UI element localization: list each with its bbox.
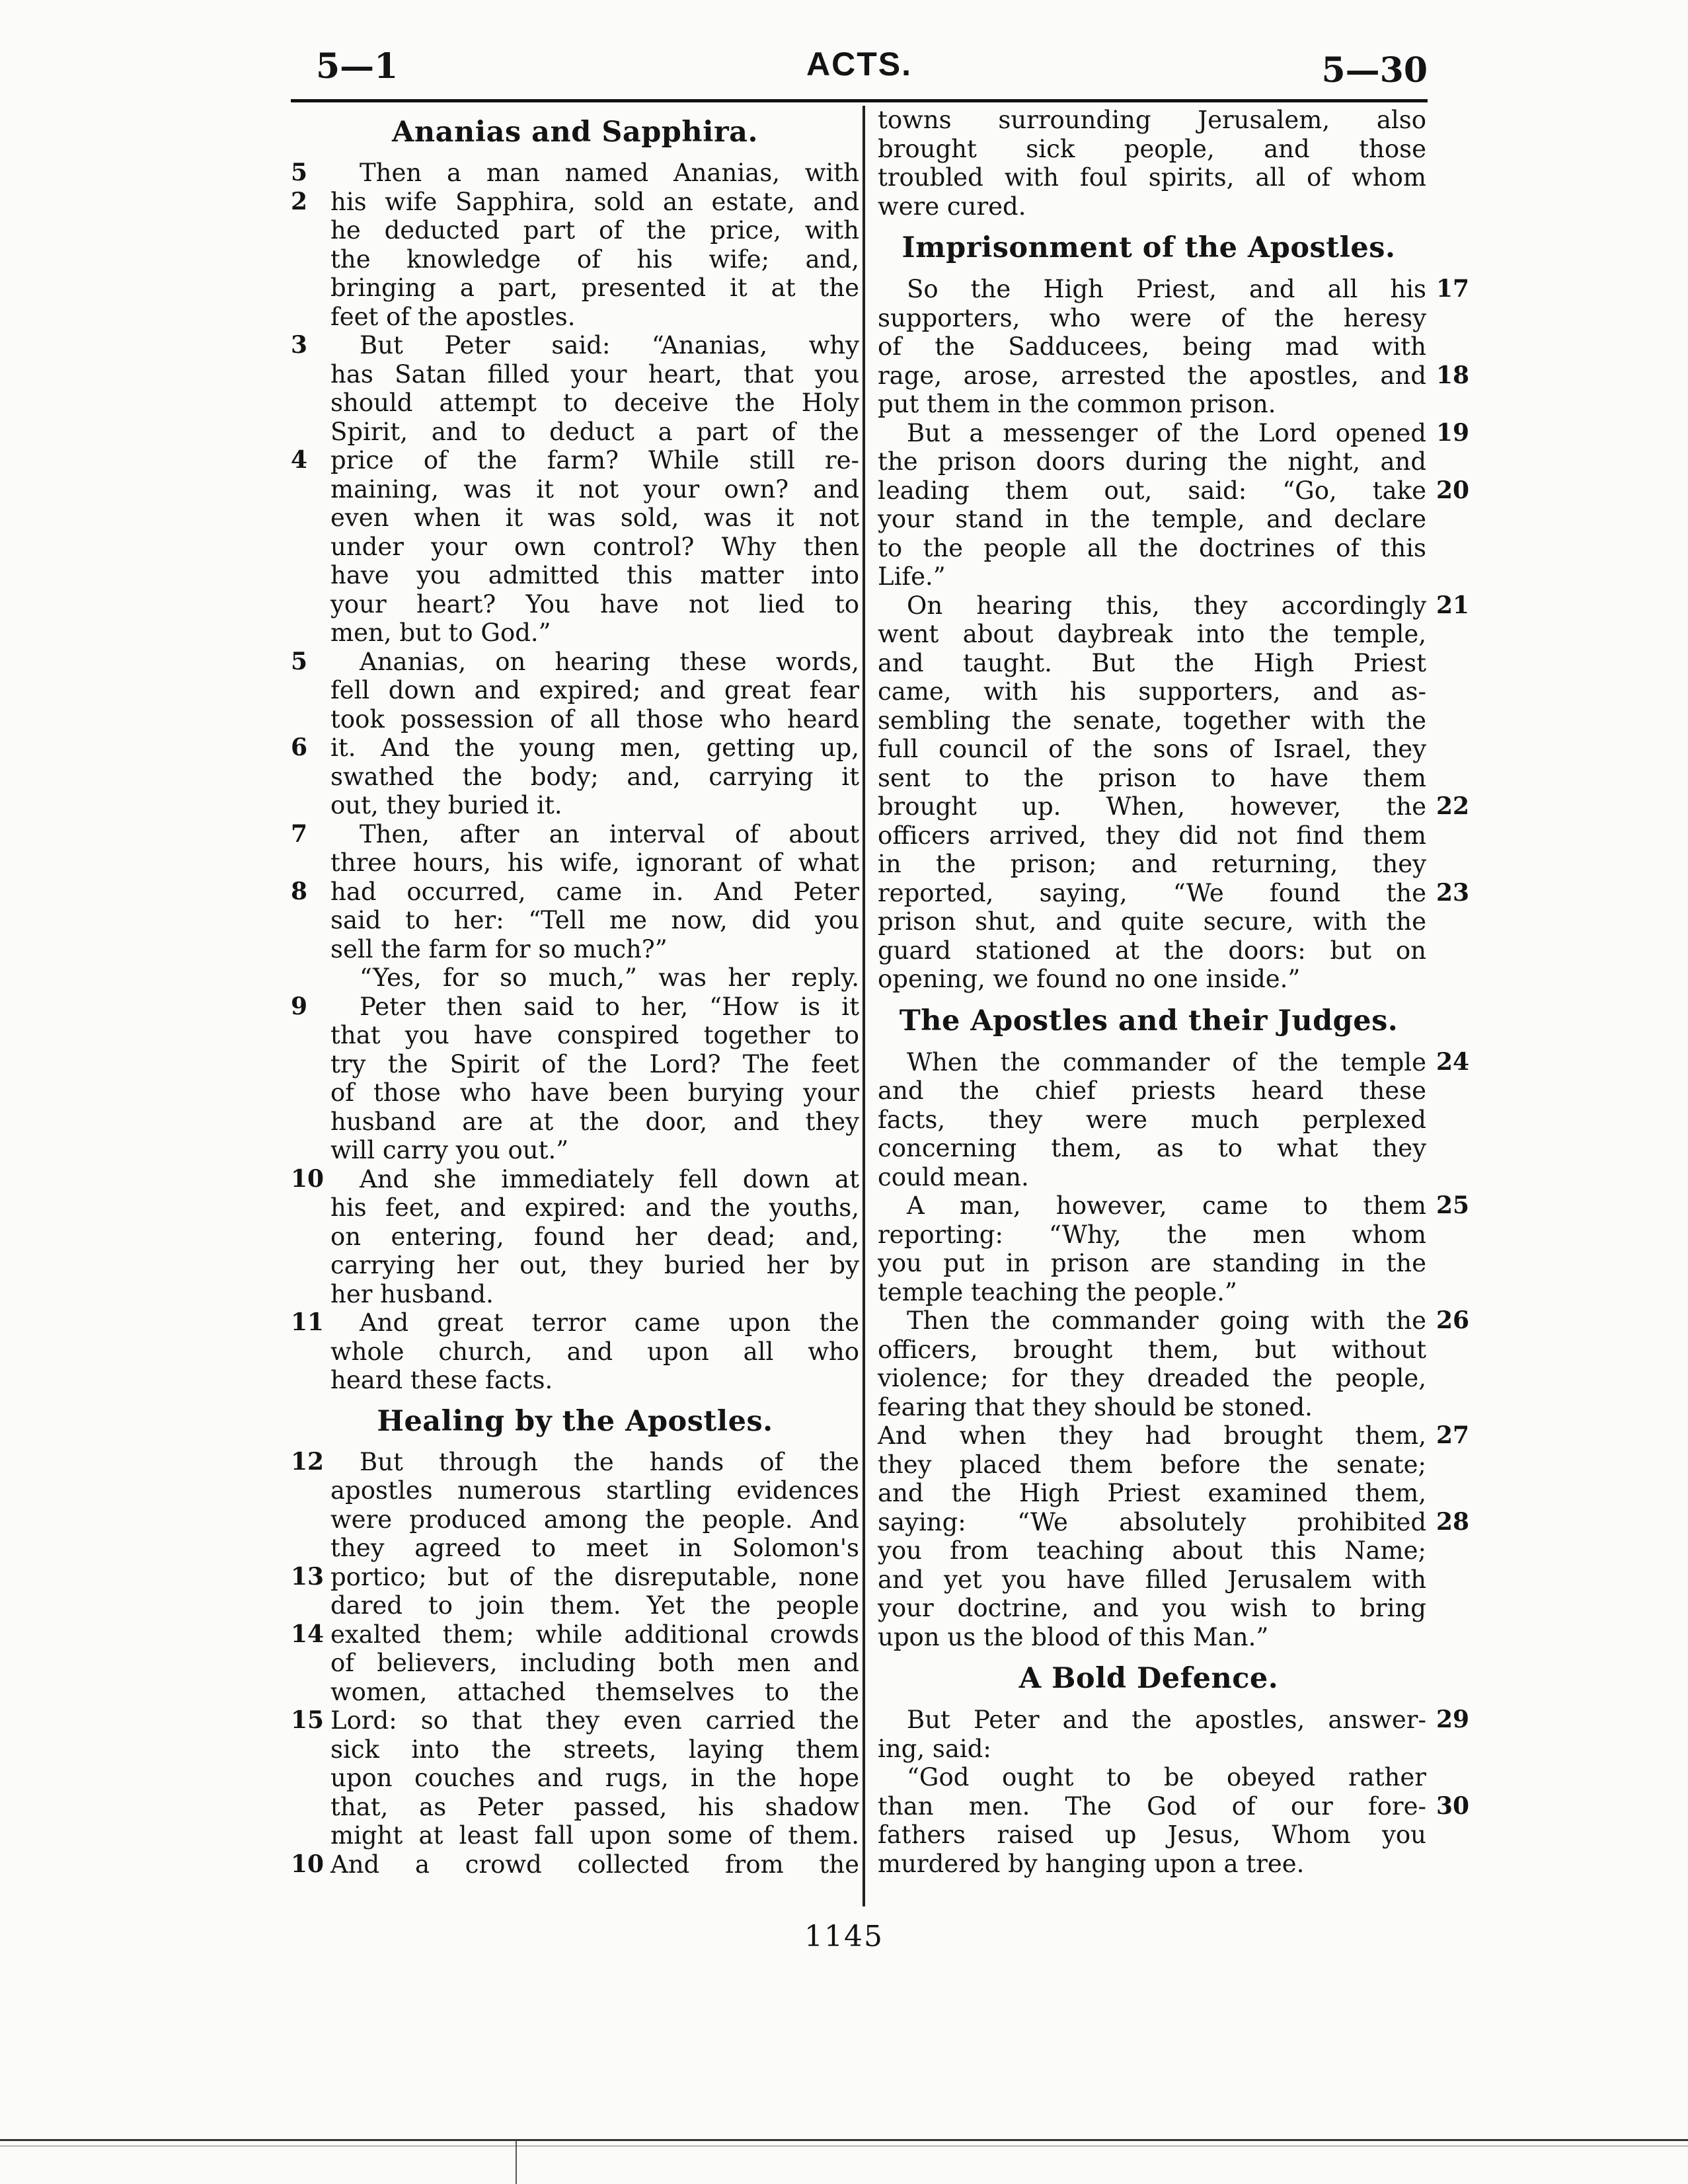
text-line xyxy=(291,1850,859,1879)
text-line xyxy=(871,1393,1426,1422)
line-text: your heart? You have not lied to xyxy=(330,589,859,619)
text-line xyxy=(291,734,859,763)
line-text: husband are at the door, and they xyxy=(330,1107,859,1136)
line-text: bringing a part, presented it at the xyxy=(330,274,860,302)
text-line xyxy=(871,1221,1426,1250)
text-line xyxy=(871,1791,1470,1821)
line-text: maining, was it not your own? and xyxy=(330,474,859,504)
line-text: full council of the sons of Israel, they xyxy=(878,735,1426,763)
line-text: brought up. When, however, the xyxy=(878,792,1426,821)
line-text: his wife Sapphira, sold an estate, and xyxy=(330,187,860,216)
verse-number: 29 xyxy=(1436,1706,1470,1733)
line-text: officers arrived, they did not find them xyxy=(878,821,1426,850)
line-text: sick into the streets, laying them xyxy=(330,1735,859,1764)
line-text: “God ought to be obeyed rather xyxy=(907,1763,1426,1791)
verse-number: 6 xyxy=(291,734,308,761)
section-heading: Ananias and Sapphira. xyxy=(392,116,758,149)
text-line xyxy=(291,791,859,820)
text-line xyxy=(871,505,1426,534)
text-line xyxy=(871,1594,1426,1623)
line-text: on entering, found her dead; and, xyxy=(330,1222,860,1251)
text-line xyxy=(871,275,1470,304)
text-line xyxy=(291,676,859,705)
line-text: were cured. xyxy=(878,192,1026,221)
text-line xyxy=(871,792,1470,821)
text-line xyxy=(291,331,859,360)
line-text: sell the farm for so much?” xyxy=(330,934,668,963)
text-line xyxy=(291,1308,859,1337)
line-text: they agreed to meet in Solomon's xyxy=(330,1534,859,1562)
verse-number: 3 xyxy=(291,331,308,359)
line-text: that, as Peter passed, his shadow xyxy=(330,1792,859,1821)
verse-number: 7 xyxy=(291,819,308,848)
text-line xyxy=(291,360,859,389)
line-text: you put in prison are standing in the xyxy=(878,1249,1427,1277)
text-line xyxy=(291,1735,859,1764)
line-text: Then a man named Ananias, with xyxy=(360,159,860,187)
line-text: were produced among the people. And xyxy=(330,1505,859,1534)
line-text: might at least fall upon some of them. xyxy=(330,1821,859,1850)
text-line xyxy=(291,1476,859,1505)
text-line xyxy=(291,303,859,332)
header-rule xyxy=(291,99,1428,102)
line-text: portico; but of the disreputable, none xyxy=(330,1562,860,1591)
line-text: they placed them before the senate; xyxy=(878,1450,1426,1479)
line-text: the prison doors during the night, and xyxy=(878,447,1427,476)
text-line xyxy=(871,591,1470,621)
line-text: in the prison; and returning, they xyxy=(878,850,1427,878)
line-text: than men. The God of our fore- xyxy=(878,1791,1426,1821)
line-text: So the High Priest, and all his xyxy=(907,275,1427,303)
text-line xyxy=(871,447,1426,476)
line-text: could mean. xyxy=(878,1162,1029,1191)
line-text: try the Spirit of the Lord? The feet xyxy=(330,1049,860,1078)
line-text: went about daybreak into the temple, xyxy=(878,620,1427,648)
text-line xyxy=(871,1821,1426,1850)
verse-number: 18 xyxy=(1436,361,1470,389)
section-heading: A Bold Defence. xyxy=(1018,1662,1279,1695)
verse-number: 11 xyxy=(291,1308,325,1336)
line-text: took possession of all those who heard xyxy=(330,704,860,734)
chapter-verse-range-end: 5—30 xyxy=(1321,50,1428,91)
verse-number: 25 xyxy=(1436,1191,1470,1219)
line-text: three hours, his wife, ignorant of what xyxy=(330,848,860,877)
line-text: and the chief priests heard these xyxy=(878,1076,1426,1105)
verse-number: 10 xyxy=(291,1850,325,1878)
text-line xyxy=(291,1050,859,1079)
left-column xyxy=(291,106,859,1879)
text-line xyxy=(871,304,1426,333)
line-text: it. And the young men, getting up, xyxy=(330,734,859,762)
text-line xyxy=(291,1534,859,1563)
line-text: Life.” xyxy=(878,562,946,591)
column-divider xyxy=(863,106,865,1906)
verse-number: 14 xyxy=(291,1620,325,1648)
line-text: should attempt to deceive the Holy xyxy=(330,389,859,417)
text-line xyxy=(871,1479,1426,1508)
line-text: will carry you out.” xyxy=(330,1136,569,1164)
line-text: heard these facts. xyxy=(330,1366,553,1394)
line-text: apostles numerous startling evidences xyxy=(330,1476,860,1505)
running-head xyxy=(291,41,1428,94)
line-text: the knowledge of his wife; and, xyxy=(330,245,859,274)
text-line xyxy=(291,705,859,734)
line-text: But Peter said: “Ananias, why xyxy=(360,331,859,359)
line-text: Lord: so that they even carried the xyxy=(330,1706,860,1735)
line-text: had occurred, came in. And Peter xyxy=(330,877,860,906)
line-text: On hearing this, they accordingly xyxy=(907,591,1427,620)
verse-number: 5 xyxy=(291,159,308,186)
text-line xyxy=(871,135,1426,164)
line-text: A man, however, came to them xyxy=(907,1191,1427,1220)
text-line xyxy=(291,561,859,590)
text-line xyxy=(291,216,859,245)
line-text: And when they had brought them, xyxy=(878,1421,1426,1450)
text-line xyxy=(291,963,859,993)
line-text: and the High Priest examined them, xyxy=(878,1479,1427,1507)
text-line xyxy=(871,706,1426,735)
line-text: facts, they were much perplexed xyxy=(878,1105,1426,1134)
text-line xyxy=(871,620,1426,649)
text-line xyxy=(871,1706,1470,1735)
line-text: saying: “We absolutely prohibited xyxy=(878,1507,1427,1536)
text-line xyxy=(871,1536,1426,1565)
text-line xyxy=(871,361,1470,391)
line-text: Ananias, on hearing these words, xyxy=(360,647,859,676)
line-text: swathed the body; and, carrying it xyxy=(330,762,860,791)
line-text: dared to join them. Yet the people xyxy=(330,1591,860,1620)
text-line xyxy=(291,1251,859,1280)
line-text: out, they buried it. xyxy=(330,791,562,819)
line-text: supporters, who were of the heresy xyxy=(878,303,1426,332)
text-line xyxy=(291,1620,859,1649)
verse-number: 28 xyxy=(1436,1507,1470,1536)
text-line xyxy=(871,418,1470,448)
line-text: rage, arose, arrested the apostles, and xyxy=(878,361,1427,390)
section-heading: The Apostles and their Judges. xyxy=(899,1004,1399,1037)
text-line xyxy=(291,993,859,1022)
text-line xyxy=(291,1649,859,1678)
text-line xyxy=(871,1565,1426,1595)
text-line xyxy=(871,1278,1426,1307)
verse-number: 13 xyxy=(291,1562,325,1591)
line-text: said to her: “Tell me now, did you xyxy=(330,906,860,934)
line-text: But through the hands of the xyxy=(360,1447,860,1476)
line-text: to the people all the doctrines of this xyxy=(878,533,1426,562)
text-line xyxy=(871,965,1426,994)
text-line xyxy=(291,763,859,792)
text-line xyxy=(291,648,859,677)
line-text: under your own control? Why then xyxy=(330,532,859,561)
verse-number: 26 xyxy=(1436,1306,1470,1334)
text-line xyxy=(291,418,859,447)
line-text: came, with his supporters, and as- xyxy=(878,677,1427,706)
verse-number: 8 xyxy=(291,877,308,905)
line-text: your stand in the temple, and declare xyxy=(878,505,1427,533)
line-text: towns surrounding Jerusalem, also xyxy=(878,106,1426,134)
text-line xyxy=(871,821,1426,850)
line-text: and taught. But the High Priest xyxy=(878,648,1426,677)
text-line xyxy=(871,1421,1470,1450)
line-text: murdered by hanging upon a tree. xyxy=(878,1849,1305,1878)
line-text: feet of the apostles. xyxy=(330,302,576,331)
text-line xyxy=(291,1764,859,1793)
verse-number: 5 xyxy=(291,647,308,675)
text-line xyxy=(291,446,859,475)
line-text: leading them out, said: “Go, take xyxy=(878,476,1426,505)
bottom-tick-mark xyxy=(516,2141,517,2184)
text-line xyxy=(291,245,859,274)
text-line xyxy=(291,1448,859,1477)
text-line xyxy=(871,106,1426,135)
line-text: temple teaching the people.” xyxy=(878,1277,1237,1306)
text-line xyxy=(871,907,1426,936)
text-line xyxy=(871,1450,1426,1480)
text-line xyxy=(291,1505,859,1534)
line-text: And she immediately fell down at xyxy=(360,1164,859,1193)
text-line xyxy=(291,1165,859,1194)
text-line xyxy=(871,1306,1470,1336)
text-line xyxy=(291,504,859,533)
line-text: reporting: “Why, the men whom xyxy=(878,1220,1426,1249)
text-line xyxy=(871,649,1426,678)
text-line xyxy=(291,389,859,418)
text-line xyxy=(871,677,1426,706)
text-line xyxy=(291,820,859,849)
text-line xyxy=(291,1108,859,1137)
section-heading: Healing by the Apostles. xyxy=(377,1404,773,1438)
line-text: opening, we found no one inside.” xyxy=(878,965,1301,993)
verse-number: 9 xyxy=(291,992,308,1020)
text-line xyxy=(871,1134,1426,1163)
text-line xyxy=(291,906,859,935)
text-line xyxy=(871,735,1426,764)
text-line xyxy=(291,1563,859,1592)
line-text: you from teaching about this Name; xyxy=(878,1536,1426,1565)
chapter-verse-range-start: 5—1 xyxy=(316,46,399,87)
text-line xyxy=(291,188,859,217)
line-text: men, but to God.” xyxy=(330,619,551,647)
line-text: price of the farm? While still re- xyxy=(330,446,859,474)
line-text: exalted them; while additional crowds xyxy=(330,1620,859,1649)
line-text: of those who have been burying your xyxy=(330,1078,859,1107)
text-line xyxy=(291,274,859,303)
line-text: reported, saying, “We found the xyxy=(878,878,1426,907)
text-line xyxy=(871,534,1426,563)
text-line xyxy=(291,1136,859,1165)
text-line xyxy=(871,1163,1426,1192)
line-text: ing, said: xyxy=(878,1734,991,1763)
text-line xyxy=(871,476,1470,506)
verse-number: 20 xyxy=(1436,476,1470,504)
verse-number: 4 xyxy=(291,446,308,474)
line-text: officers, brought them, but without xyxy=(878,1335,1426,1364)
line-text: But a messenger of the Lord opened xyxy=(907,418,1426,447)
bottom-rule xyxy=(0,2139,1688,2141)
line-text: and yet you have filled Jerusalem with xyxy=(878,1565,1427,1594)
verse-number: 17 xyxy=(1436,275,1470,303)
text-line xyxy=(291,475,859,504)
section-heading: Imprisonment of the Apostles. xyxy=(902,231,1396,264)
line-text: And a crowd collected from the xyxy=(330,1850,860,1879)
text-line xyxy=(291,1280,859,1309)
text-line xyxy=(871,878,1470,908)
text-line xyxy=(871,1735,1426,1764)
text-line xyxy=(291,935,859,964)
text-line xyxy=(291,619,859,648)
line-text: guard stationed at the doors: but on xyxy=(878,936,1426,965)
text-line xyxy=(291,159,859,188)
text-line xyxy=(871,1507,1470,1537)
text-line xyxy=(871,332,1426,361)
line-text: has Satan filled your heart, that you xyxy=(330,359,860,389)
verse-number: 30 xyxy=(1436,1791,1470,1820)
line-text: When the commander of the temple xyxy=(907,1047,1426,1076)
text-line xyxy=(291,1223,859,1252)
text-line xyxy=(291,1366,859,1395)
line-text: upon us the blood of this Man.” xyxy=(878,1622,1269,1651)
line-text: even when it was sold, was it not xyxy=(330,504,859,532)
line-text: his feet, and expired: and the youths, xyxy=(330,1193,859,1222)
line-text: troubled with foul spirits, all of whom xyxy=(878,163,1426,192)
text-line xyxy=(871,1336,1426,1365)
line-text: women, attached themselves to the xyxy=(330,1677,859,1706)
text-line xyxy=(871,1191,1470,1221)
text-line xyxy=(291,1821,859,1850)
line-text: upon couches and rugs, in the hope xyxy=(330,1764,860,1792)
text-line xyxy=(871,1249,1426,1278)
text-line xyxy=(291,848,859,878)
line-text: Peter then said to her, “How is it xyxy=(360,992,859,1021)
text-line xyxy=(871,1047,1470,1077)
text-line xyxy=(291,1193,859,1223)
line-text: Spirit, and to deduct a part of the xyxy=(330,417,859,446)
line-text: violence; for they dreaded the people, xyxy=(878,1364,1426,1392)
line-text: whole church, and upon all who xyxy=(330,1337,859,1366)
verse-number: 15 xyxy=(291,1706,325,1734)
line-text: have you admitted this matter into xyxy=(330,561,859,589)
verse-number: 23 xyxy=(1436,878,1470,907)
text-line xyxy=(871,850,1426,879)
text-line xyxy=(871,764,1426,793)
line-text: Then, after an interval of about xyxy=(360,819,859,848)
text-line xyxy=(291,1793,859,1822)
line-text: of the Sadducees, being mad with xyxy=(878,332,1427,361)
verse-number: 21 xyxy=(1436,591,1470,619)
verse-number: 2 xyxy=(291,187,308,215)
line-text: fathers raised up Jesus, Whom you xyxy=(878,1821,1426,1849)
line-text: sembling the senate, together with the xyxy=(878,706,1426,735)
line-text: brought sick people, and those xyxy=(878,134,1426,163)
text-line xyxy=(871,1364,1426,1393)
line-text: concerning them, as to what they xyxy=(878,1134,1426,1162)
text-line xyxy=(291,1078,859,1108)
verse-number: 12 xyxy=(291,1447,325,1476)
text-line xyxy=(291,878,859,907)
line-text: of believers, including both men and xyxy=(330,1649,859,1677)
line-text: he deducted part of the price, with xyxy=(330,216,859,245)
text-line xyxy=(871,1623,1426,1652)
line-text: that you have conspired together to xyxy=(330,1021,859,1049)
text-line xyxy=(291,590,859,619)
line-text: And great terror came upon the xyxy=(360,1308,859,1337)
line-text: But Peter and the apostles, answer- xyxy=(907,1706,1426,1734)
line-text: her husband. xyxy=(330,1279,494,1308)
text-line xyxy=(871,192,1426,221)
verse-number: 24 xyxy=(1436,1047,1470,1076)
text-line xyxy=(871,936,1426,965)
text-line xyxy=(871,1106,1426,1135)
line-text: fearing that they should be stoned. xyxy=(878,1392,1313,1421)
line-text: fell down and expired; and great fear xyxy=(330,676,860,704)
verse-number: 22 xyxy=(1436,792,1470,820)
text-line xyxy=(291,533,859,562)
verse-number: 10 xyxy=(291,1164,325,1193)
text-line xyxy=(291,1591,859,1620)
verse-number: 19 xyxy=(1436,418,1470,447)
line-text: Then the commander going with the xyxy=(907,1306,1426,1335)
text-line xyxy=(871,163,1426,192)
book-title: ACTS. xyxy=(806,46,912,83)
text-line xyxy=(291,1706,859,1735)
page-number: 1145 xyxy=(804,1920,884,1953)
text-line xyxy=(871,1076,1426,1106)
line-text: put them in the common prison. xyxy=(878,390,1276,418)
text-line xyxy=(871,1763,1426,1792)
text-line xyxy=(291,1678,859,1707)
line-text: sent to the prison to have them xyxy=(878,763,1426,792)
line-text: prison shut, and quite secure, with the xyxy=(878,907,1427,936)
text-line xyxy=(291,1021,859,1050)
text-line xyxy=(871,390,1426,419)
text-line xyxy=(291,1337,859,1367)
text-line xyxy=(871,1850,1426,1879)
text-line xyxy=(871,562,1426,591)
right-column xyxy=(871,106,1470,1878)
verse-number: 27 xyxy=(1436,1421,1470,1449)
line-text: carrying her out, they buried her by xyxy=(330,1251,859,1279)
line-text: “Yes, for so much,” was her reply. xyxy=(360,963,860,992)
line-text: your doctrine, and you wish to bring xyxy=(878,1594,1426,1622)
